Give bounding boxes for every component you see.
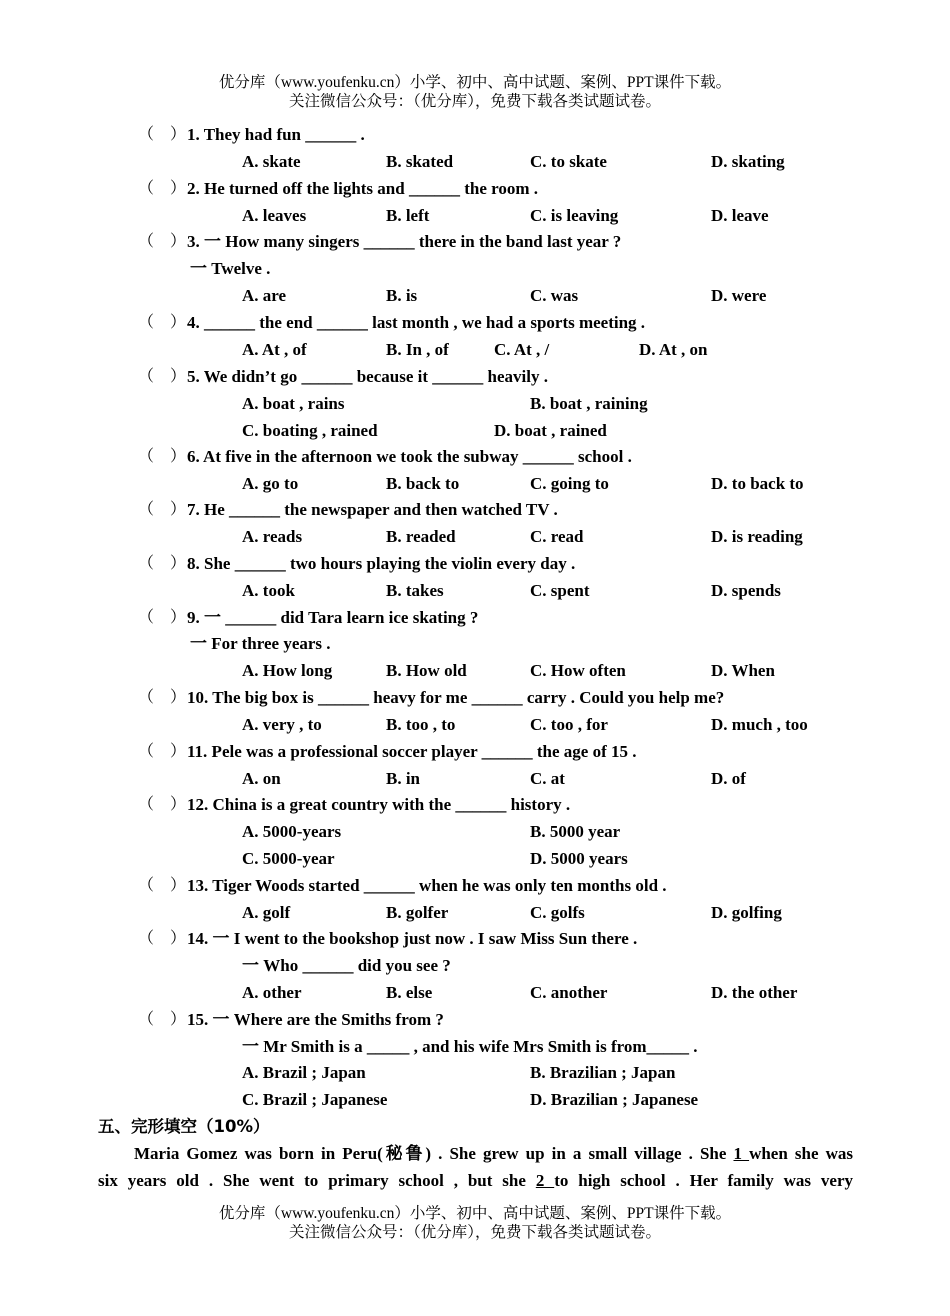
option-b: B. boat , raining (530, 394, 648, 413)
options-14 (0, 979, 950, 1006)
option-a: A. 5000-years (242, 822, 342, 841)
page-header (0, 73, 950, 111)
option-b: B. left (386, 206, 430, 225)
question-15 (0, 1006, 950, 1033)
question-12 (0, 791, 950, 818)
question-stem: 11. Pele was a professional soccer player ______ the age of 15 . (187, 742, 637, 761)
answer-bracket[interactable]: （ ） (138, 689, 187, 706)
option-a: A. other (242, 983, 302, 1002)
reply-line: 一 Twelve . (190, 259, 271, 278)
option-c: C. spent (530, 581, 590, 600)
question-10 (0, 684, 950, 711)
option-a: A. At , of (242, 340, 307, 359)
question-7 (0, 496, 950, 523)
option-d: D. were (711, 286, 767, 305)
option-a: A. boat , rains (242, 394, 345, 413)
answer-bracket[interactable]: （ ） (138, 501, 187, 518)
question-stem: 13. Tiger Woods started ______ when he was only ten months old . (187, 876, 667, 895)
question-stem: 8. She ______ two hours playing the violin every day . (187, 554, 576, 573)
options-12-row-1 (0, 818, 950, 845)
option-c: C. read (530, 527, 584, 546)
blank-2[interactable]: 2 (535, 1171, 555, 1190)
options-15-row-1 (0, 1059, 950, 1086)
question-stem: 10. The big box is ______ heavy for me ______ carry . Could you help me? (187, 688, 725, 707)
option-d: D. the other (711, 983, 798, 1002)
question-stem: 5. We didn’t go ______ because it ______ heavily . (187, 367, 548, 386)
reply-line: 一 Who ______ did you see ? (242, 956, 451, 975)
question-stem: 14. 一 I went to the bookshop just now . I saw Miss Sun there . (187, 929, 638, 948)
question-2 (0, 175, 950, 202)
option-d: D. spends (711, 581, 781, 600)
footer-line-2: 关注微信公众号：（优分库），免费下载各类试题试卷。 (288, 1224, 661, 1241)
option-b: B. takes (386, 581, 444, 600)
option-b: B. in (386, 769, 421, 788)
question-5 (0, 363, 950, 390)
question-stem: 7. He ______ the newspaper and then watched TV . (187, 500, 558, 519)
question-3 (0, 228, 950, 255)
answer-bracket[interactable]: （ ） (138, 930, 187, 947)
question-stem: 12. China is a great country with the ______ history . (187, 795, 571, 814)
options-5-row-1 (0, 390, 950, 417)
option-b: B. Brazilian ; Japan (530, 1063, 676, 1082)
option-b: B. 5000 year (530, 822, 621, 841)
option-b: B. back to (386, 474, 460, 493)
section-title: 五、完形填空（10%） (98, 1117, 270, 1136)
option-a: A. very , to (242, 715, 322, 734)
option-a: A. are (242, 286, 287, 305)
passage-line-1 (98, 1140, 853, 1167)
option-c: C. At , / (494, 340, 550, 359)
option-a: A. on (242, 769, 281, 788)
option-c: C. is leaving (530, 206, 619, 225)
answer-bracket[interactable]: （ ） (138, 448, 187, 465)
options-4 (0, 336, 950, 363)
question-14-reply (0, 952, 950, 979)
option-d: D. skating (711, 152, 785, 171)
option-a: A. reads (242, 527, 303, 546)
question-14 (0, 925, 950, 952)
answer-bracket[interactable]: （ ） (138, 743, 187, 760)
option-c: C. at (530, 769, 565, 788)
option-d: D. At , on (639, 340, 708, 359)
options-6 (0, 470, 950, 497)
question-stem: 4. ______ the end ______ last month , we had a sports meeting . (187, 313, 646, 332)
options-3 (0, 282, 950, 309)
question-6 (0, 443, 950, 470)
option-d: D. is reading (711, 527, 803, 546)
option-b: B. skated (386, 152, 454, 171)
passage-text: to high school . Her family was very (554, 1171, 854, 1190)
option-b: B. else (386, 983, 433, 1002)
option-a: A. skate (242, 152, 301, 171)
option-a: A. took (242, 581, 295, 600)
options-8 (0, 577, 950, 604)
options-9 (0, 657, 950, 684)
passage-text: six years old . She went to primary school , but she (98, 1171, 536, 1190)
option-b: B. In , of (386, 340, 449, 359)
option-c: C. was (530, 286, 579, 305)
options-5-row-2 (0, 417, 950, 444)
answer-bracket[interactable]: （ ） (138, 609, 187, 626)
question-stem: 15. 一 Where are the Smiths from ? (187, 1010, 444, 1029)
option-d: D. boat , rained (494, 421, 607, 440)
options-1 (0, 148, 950, 175)
option-a: A. How long (242, 661, 333, 680)
answer-bracket[interactable]: （ ） (138, 126, 187, 143)
option-d: D. golfing (711, 903, 782, 922)
answer-bracket[interactable]: （ ） (138, 368, 187, 385)
passage-text: Maria Gomez was born in Peru(秘鲁) . She grew up in a small village . She (134, 1144, 734, 1163)
answer-bracket[interactable]: （ ） (138, 314, 187, 331)
passage-line-2 (98, 1167, 853, 1194)
question-stem: 2. He turned off the lights and ______ the room . (187, 179, 539, 198)
answer-bracket[interactable]: （ ） (138, 796, 187, 813)
question-3-reply (0, 255, 950, 282)
page-footer (0, 1204, 950, 1242)
options-7 (0, 523, 950, 550)
answer-bracket[interactable]: （ ） (138, 1011, 187, 1028)
options-2 (0, 202, 950, 229)
question-stem: 6. At five in the afternoon we took the subway ______ school . (187, 447, 632, 466)
question-9 (0, 604, 950, 631)
question-stem: 9. 一 ______ did Tara learn ice skating ? (187, 608, 479, 627)
option-d: D. to back to (711, 474, 804, 493)
answer-bracket[interactable]: （ ） (138, 180, 187, 197)
options-13 (0, 899, 950, 926)
option-b: B. golfer (386, 903, 449, 922)
options-10 (0, 711, 950, 738)
option-b: B. readed (386, 527, 456, 546)
passage-text: when she was (749, 1144, 853, 1163)
option-c: C. boating , rained (242, 421, 378, 440)
option-c: C. 5000-year (242, 849, 335, 868)
option-a: A. Brazil ; Japan (242, 1063, 366, 1082)
question-stem: 1. They had fun ______ . (187, 125, 365, 144)
options-12-row-2 (0, 845, 950, 872)
option-d: D. of (711, 769, 746, 788)
option-d: D. 5000 years (530, 849, 628, 868)
option-a: A. go to (242, 474, 299, 493)
question-9-reply (0, 630, 950, 657)
option-d: D. When (711, 661, 775, 680)
question-stem: 3. 一 How many singers ______ there in the band last year ? (187, 232, 622, 251)
option-d: D. Brazilian ; Japanese (530, 1090, 699, 1109)
option-d: D. much , too (711, 715, 808, 734)
question-15-reply (0, 1033, 950, 1060)
question-8 (0, 550, 950, 577)
option-c: C. to skate (530, 152, 607, 171)
answer-bracket[interactable]: （ ） (138, 555, 187, 572)
option-c: C. going to (530, 474, 609, 493)
option-c: C. golfs (530, 903, 585, 922)
option-d: D. leave (711, 206, 769, 225)
option-b: B. is (386, 286, 418, 305)
question-4 (0, 309, 950, 336)
question-11 (0, 738, 950, 765)
option-c: C. another (530, 983, 608, 1002)
header-line-2: 关注微信公众号：（优分库），免费下载各类试题试卷。 (288, 93, 661, 110)
option-a: A. leaves (242, 206, 307, 225)
option-c: C. Brazil ; Japanese (242, 1090, 388, 1109)
option-c: C. too , for (530, 715, 608, 734)
reply-line: 一 Mr Smith is a _____ , and his wife Mrs Smith is from_____ . (242, 1037, 698, 1056)
answer-bracket[interactable]: （ ） (138, 233, 187, 250)
answer-bracket[interactable]: （ ） (138, 877, 187, 894)
options-11 (0, 765, 950, 792)
header-line-1: 优分库（www.youfenku.cn）小学、初中、高中试题、案例、PPT课件下载。 (218, 74, 732, 91)
option-b: B. How old (386, 661, 467, 680)
options-15-row-2 (0, 1086, 950, 1113)
question-13 (0, 872, 950, 899)
footer-line-1: 优分库（www.youfenku.cn）小学、初中、高中试题、案例、PPT课件下载。 (218, 1205, 732, 1222)
blank-1[interactable]: 1 (733, 1144, 750, 1163)
option-c: C. How often (530, 661, 626, 680)
option-b: B. too , to (386, 715, 456, 734)
reply-line: 一 For three years . (190, 634, 331, 653)
option-a: A. golf (242, 903, 291, 922)
question-1 (0, 121, 950, 148)
